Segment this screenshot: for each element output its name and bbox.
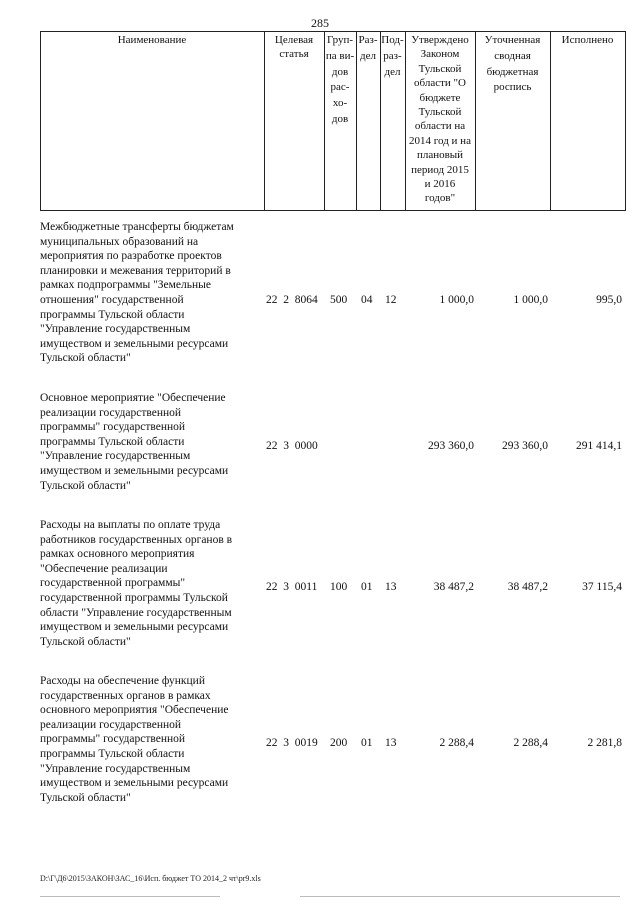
header-approved: Утверждено Законом Тульской области "О бюджете Тульской области на 2014 год и на плановый период 2015 и 2016 годов": [409, 34, 471, 205]
header-executed: Исполнено: [561, 34, 614, 46]
col-divider: [40, 31, 41, 211]
footer-divider: [300, 896, 620, 897]
header-section: Раз- дел: [358, 34, 378, 62]
row-name: Основное мероприятие "Обеспечение реализации государственной программы" государственной программы Тульской области "Управление государственным имуществом и земельными ресурсами Тульской области": [40, 392, 229, 492]
row-section: 04: [361, 294, 373, 306]
row-subsection: 12: [385, 294, 397, 306]
row-target: 22 2 8064: [266, 294, 318, 306]
header-target: Целевая статья: [274, 34, 314, 61]
row-name: Расходы на обеспечение функций государственных органов в рамках основного мероприятия "Обеспечение реализации государственной программы" государственной программы Тульской области "Управление государственным имуществом и земельными ресурсами Тульской области": [40, 675, 229, 804]
row-subsection: 13: [385, 581, 397, 593]
row-refined: 2 288,4: [513, 737, 548, 749]
row-refined: 1 000,0: [513, 294, 548, 306]
table-top-border: [40, 31, 626, 32]
row-group: 500: [330, 294, 348, 306]
header-refined: Уточненная сводная бюджетная роспись: [484, 34, 541, 94]
row-approved: 38 487,2: [433, 581, 474, 593]
row-approved: 293 360,0: [428, 440, 474, 452]
file-path-footer: D:\Г\Д6\2015\ЗАКОН\ЗАС_16\Исп. бюджет ТО 2014_2 чт\pr9.xls: [40, 874, 261, 883]
header-group: Груп- па ви- дов рас- хо- дов: [325, 34, 355, 125]
row-approved: 2 288,4: [439, 737, 474, 749]
footer-divider: [40, 896, 220, 897]
col-divider: [550, 31, 551, 211]
row-subsection: 13: [385, 737, 397, 749]
table-header-bottom-border: [40, 210, 626, 211]
header-name: Наименование: [117, 34, 187, 46]
row-group: 200: [330, 737, 348, 749]
row-executed: 291 414,1: [576, 440, 622, 452]
row-executed: 2 281,8: [587, 737, 622, 749]
page-number: 285: [311, 16, 329, 30]
col-divider: [625, 31, 626, 211]
row-executed: 37 115,4: [582, 581, 622, 593]
row-target: 22 3 0000: [266, 440, 318, 452]
row-refined: 38 487,2: [507, 581, 548, 593]
row-name: Расходы на выплаты по оплате труда работников государственных органов в рамках основного мероприятия "Обеспечение реализации государственной программы" государственной программы Тульской области "Управление государственным имуществом и земельными ресурсами Тульской области": [40, 519, 233, 648]
row-name: Межбюджетные трансферты бюджетам муниципальных образований на мероприятия по разработке проектов планировки и межевания территорий в рамках подпрограммы "Земельные отношения" государственной программы Тульской области "Управление государственным имуществом и земельными ресурсами Тульской области": [40, 221, 234, 365]
row-target: 22 3 0011: [266, 581, 318, 593]
header-subsection: Под- раз- дел: [381, 34, 404, 78]
row-section: 01: [361, 737, 373, 749]
row-group: 100: [330, 581, 348, 593]
row-target: 22 3 0019: [266, 737, 318, 749]
row-section: 01: [361, 581, 373, 593]
row-executed: 995,0: [596, 294, 622, 306]
row-refined: 293 360,0: [502, 440, 548, 452]
row-approved: 1 000,0: [439, 294, 474, 306]
